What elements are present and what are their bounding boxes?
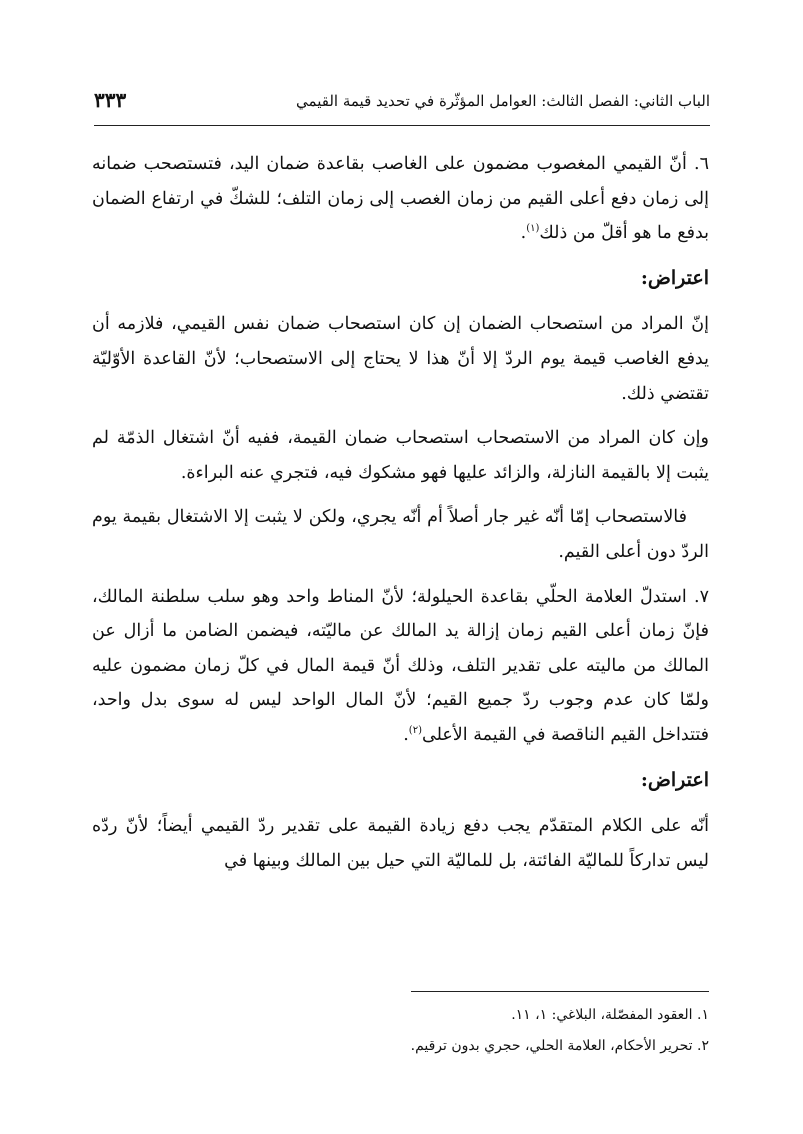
footnote-ref-2[interactable]: (٢) [408,725,422,737]
paragraph-objection-2: وإن كان المراد من الاستصحاب استصحاب ضمان القيمة، ففيه أنّ اشتغال الذمّة لم يثبت إلا بالقيمة النازلة، والزائد عليها فهو مشكوك فيه، فتجري عنه البراءة. [92,428,709,483]
header-divider [94,125,710,126]
paragraph-objection-4: أنّه على الكلام المتقدّم يجب دفع زيادة القيمة على تقدير ردّ القيمي أيضاً؛ لأنّ ردّه ليس تداركاً للماليّة الفائتة، بل للماليّة التي حيل بين المالك وبينها في [92,816,709,871]
objection-heading: اعتراض: [640,768,709,791]
footnote-ref-1[interactable]: (١) [526,223,540,235]
paragraph-objection-3: فالاستصحاب إمّا أنّه غير جار أصلاً أم أنّه يجري، ولكن لا يثبت إلا الاشتغال بقيمة يوم الردّ دون أعلى القيم. [92,507,709,562]
page-number: ٣٣٣ [94,88,127,112]
footnotes [92,1000,709,1062]
main-text [92,147,709,888]
paragraph-argument-7: ٧. استدلّ العلامة الحلّي بقاعدة الحيلولة؛ لأنّ المناط واحد وهو سلب سلطنة المالك، فإنّ زمان أعلى القيم زمان إزالة يد المالك عن ماليّته، فيضمن الضامن ما أزال عن المالك من ماليته على تقدير التلف، وذلك أنّ قيمة المال في كلّ زمان مضمون عليه ولمّا كان عدم وجوب ردّ جميع القيم؛ لأنّ المال الواحد ليس له سوى بدل واحد، فتتداخل القيم الناقصة في القيمة الأعلى$^{(٢)}$. [92,586,709,745]
footnote-2: ٢. تحرير الأحكام، العلامة الحلي، حجري بدون ترقيم. [410,1038,709,1054]
objection-heading: اعتراض: [640,266,709,289]
footnote-1: ١. العقود المفصّلة، البلاغي: ١، ١١. [511,1007,709,1023]
paragraph-objection-1: إنّ المراد من استصحاب الضمان إن كان استصحاب ضمان نفس القيمي، فلازمه أن يدفع الغاصب قيمة يوم الردّ إلا أنّ هذا لا يحتاج إلى الاستصحاب؛ لأنّ القاعدة الأوّليّة تقتضي ذلك. [92,314,709,404]
running-header [94,86,710,118]
footnote-divider [411,991,709,992]
paragraph-argument-6: ٦. أنّ القيمي المغصوب مضمون على الغاصب بقاعدة ضمان اليد، فتستصحب ضمانه إلى زمان دفع أعلى القيم من زمان الغصب إلى زمان التلف؛ للشكّ في ارتفاع الضمان بدفع ما هو أقلّ من ذلك$^{(١)}$. [92,154,709,244]
chapter-title: الباب الثاني: الفصل الثالث: العوامل المؤثّرة في تحديد قيمة القيمي [296,92,710,110]
